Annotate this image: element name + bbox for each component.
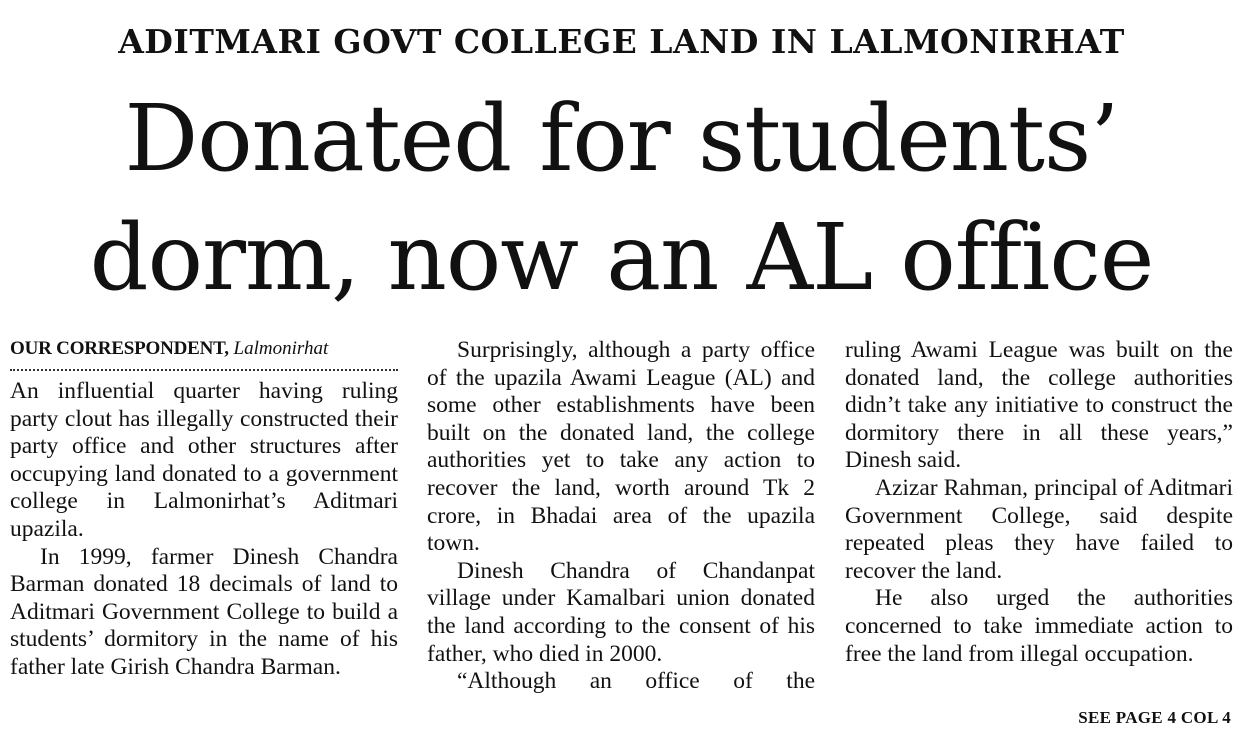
headline-line-1: Donated for students’ bbox=[124, 85, 1119, 192]
article-column-2 bbox=[427, 337, 815, 696]
continued-jump-label: SEE PAGE 4 COL 4 bbox=[1078, 708, 1231, 727]
article-column-1 bbox=[10, 337, 398, 682]
headline-line-2: dorm, now an AL office bbox=[89, 204, 1154, 311]
byline bbox=[10, 337, 398, 371]
article-paragraph-4: Dinesh Chandra of Chandanpat village under Kamalbari union donated the land according to the consent of his father, who died in 2000. bbox=[427, 557, 815, 667]
article-paragraph-5-end: ruling Awami League was built on the donated land, the college authorities didn’t take any initiative to construct the dormitory there in all these years,” Dinesh said. bbox=[845, 337, 1233, 474]
article-paragraph-5-start: “Although an office of the bbox=[457, 668, 815, 695]
article-paragraph-3: Surprisingly, although a party office of the upazila Awami League (AL) and some other establishments have been built on the donated land, the college authorities yet to take any action to recover the land, worth around Tk 2 crore, in Bhadai area of the upazila town. bbox=[427, 337, 815, 557]
kicker: ADITMARI GOVT COLLEGE LAND IN LALMONIRHAT bbox=[118, 22, 1125, 61]
byline-place: Lalmonirhat bbox=[233, 338, 329, 359]
article-paragraph-2: In 1999, farmer Dinesh Chandra Barman donated 18 decimals of land to Aditmari Government College to build a students’ dormitory in the name of his father late Girish Chandra Barman. bbox=[10, 543, 398, 680]
byline-name: OUR CORRESPONDENT, bbox=[10, 338, 229, 359]
article-paragraph-1: An influential quarter having ruling party clout has illegally constructed their party office and other structures after occupying land donated to a government college in Lalmonirhat’s Aditmari upazila. bbox=[10, 378, 398, 542]
article-paragraph-6: Azizar Rahman, principal of Aditmari Government College, said despite repeated pleas they have failed to recover the land. bbox=[845, 474, 1233, 584]
article-paragraph-7: He also urged the authorities concerned to take immediate action to free the land from illegal occupation. bbox=[845, 585, 1233, 667]
article-column-3 bbox=[845, 337, 1233, 668]
